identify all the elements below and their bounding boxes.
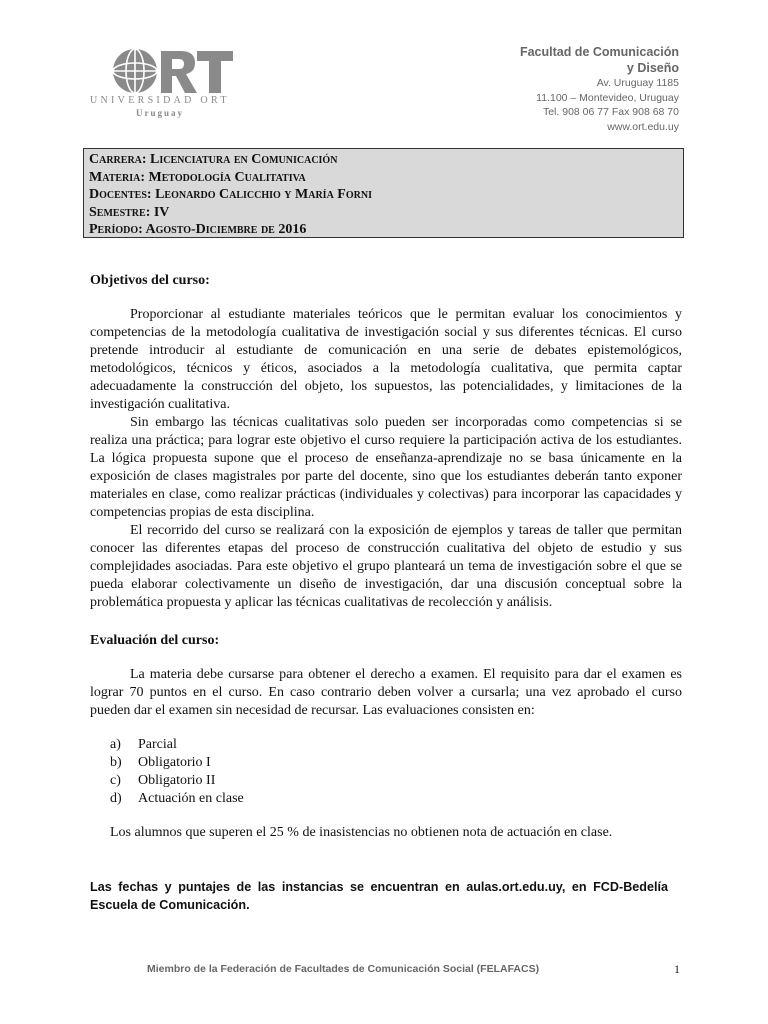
course-teachers: Docentes: Leonardo Calicchio y María Forni	[89, 187, 372, 202]
logo-country: Uruguay	[136, 108, 185, 118]
evaluation-heading: Evaluación del curso:	[90, 633, 220, 648]
faculty-website: www.ort.edu.uy	[607, 120, 679, 133]
faculty-name-line2: y Diseño	[626, 61, 679, 75]
logo-university-name: UNIVERSIDAD ORT	[90, 95, 230, 106]
faculty-address: Av. Uruguay 1185	[596, 77, 679, 89]
page-number: 1	[674, 962, 680, 976]
ort-logo-mark	[111, 47, 235, 95]
course-subject: Materia: Metodología Cualitativa	[89, 169, 306, 185]
list-item-text: Obligatorio II	[138, 773, 216, 788]
document-body	[90, 272, 682, 842]
faculty-name-line1: Facultad de Comunicación	[519, 45, 679, 59]
list-item	[110, 790, 682, 808]
course-period: Período: Agosto-Diciembre de 2016	[89, 222, 307, 237]
list-item	[110, 736, 682, 754]
faculty-city: 11.100 – Montevideo, Uruguay	[536, 91, 679, 104]
list-item-text: Obligatorio I	[138, 755, 211, 770]
evaluation-paragraph: La materia debe cursarse para obtener el derecho a examen. El requisito para dar el examen es lograr 70 puntos en el curso. En caso contrario deben volver a cursarla; una vez aprobado el curso pueden dar el examen sin necesidad de recursar. Las evaluaciones consisten en:	[90, 667, 682, 718]
faculty-contact-block	[520, 44, 679, 134]
objectives-paragraph-3: El recorrido del curso se realizará con la exposición de ejemplos y tareas de taller que permitan conocer las diferentes etapas del proceso de construcción cualitativa del objeto de estudio y sus complejidades asociadas. Para este objetivo el grupo planteará un tema de investigación sobre el que se pueda elaborar colectivamente un diseño de investigación, dar una discusión conceptual sobre la problemática propuesta y aplicar las técnicas cualitativas de recolección y análisis.	[90, 523, 682, 610]
list-item	[110, 754, 682, 772]
list-item	[110, 772, 682, 790]
faculty-phone: Tel. 908 06 77 Fax 908 68 70	[542, 106, 679, 119]
dates-scores-note: Las fechas y puntajes de las instancias se encuentran en aulas.ort.edu.uy, en FCD-Bedelía Escuela de Comunicación.	[90, 880, 668, 912]
attendance-note: Los alumnos que superen el 25 % de inasistencias no obtienen nota de actuación en clase.	[110, 825, 613, 840]
objectives-heading: Objetivos del curso:	[90, 273, 210, 288]
footer-membership: Miembro de la Federación de Facultades de Comunicación Social (FELAFACS)	[147, 963, 540, 975]
course-career: Carrera: Licenciatura en Comunicación	[89, 152, 338, 167]
list-item-text: Parcial	[138, 737, 177, 752]
evaluation-list	[90, 736, 682, 808]
objectives-paragraph-2: Sin embargo las técnicas cualitativas solo pueden ser incorporadas como competencias si se realiza una práctica; para lograr este objetivo el curso requiere la participación activa de los estudiantes. La lógica propuesta supone que el proceso de enseñanza-aprendizaje no se basa únicamente en la exposición de clases magistrales por parte del docente, sino que los estudiantes deberán tanto exponer materiales en clase, como realizar prácticas (individuales y colectivas) para incorporar las capacidades y competencias propias de esta disciplina.	[90, 415, 682, 520]
objectives-paragraph-1: Proporcionar al estudiante materiales teóricos que le permitan evaluar los conocimientos y competencias de la metodología cualitativa de investigación social y sus diferentes técnicas. El curso pretende introducir al estudiante de comunicación en una serie de debates epistemológicos, metodológicos, técnicos y éticos, asociados a la metodología cualitativa, que permita captar adecuadamente la construcción del objeto, los supuestos, las potencialidades, y limitaciones de la investigación cualitativa.	[90, 307, 682, 412]
list-item-letter: d)	[110, 791, 122, 806]
university-logo	[90, 47, 240, 121]
list-item-letter: c)	[110, 773, 121, 788]
course-info-box	[83, 148, 684, 238]
list-item-letter: b)	[110, 755, 122, 770]
list-item-letter: a)	[110, 737, 121, 752]
course-semester: Semestre: IV	[89, 204, 170, 220]
list-item-text: Actuación en clase	[138, 791, 244, 806]
